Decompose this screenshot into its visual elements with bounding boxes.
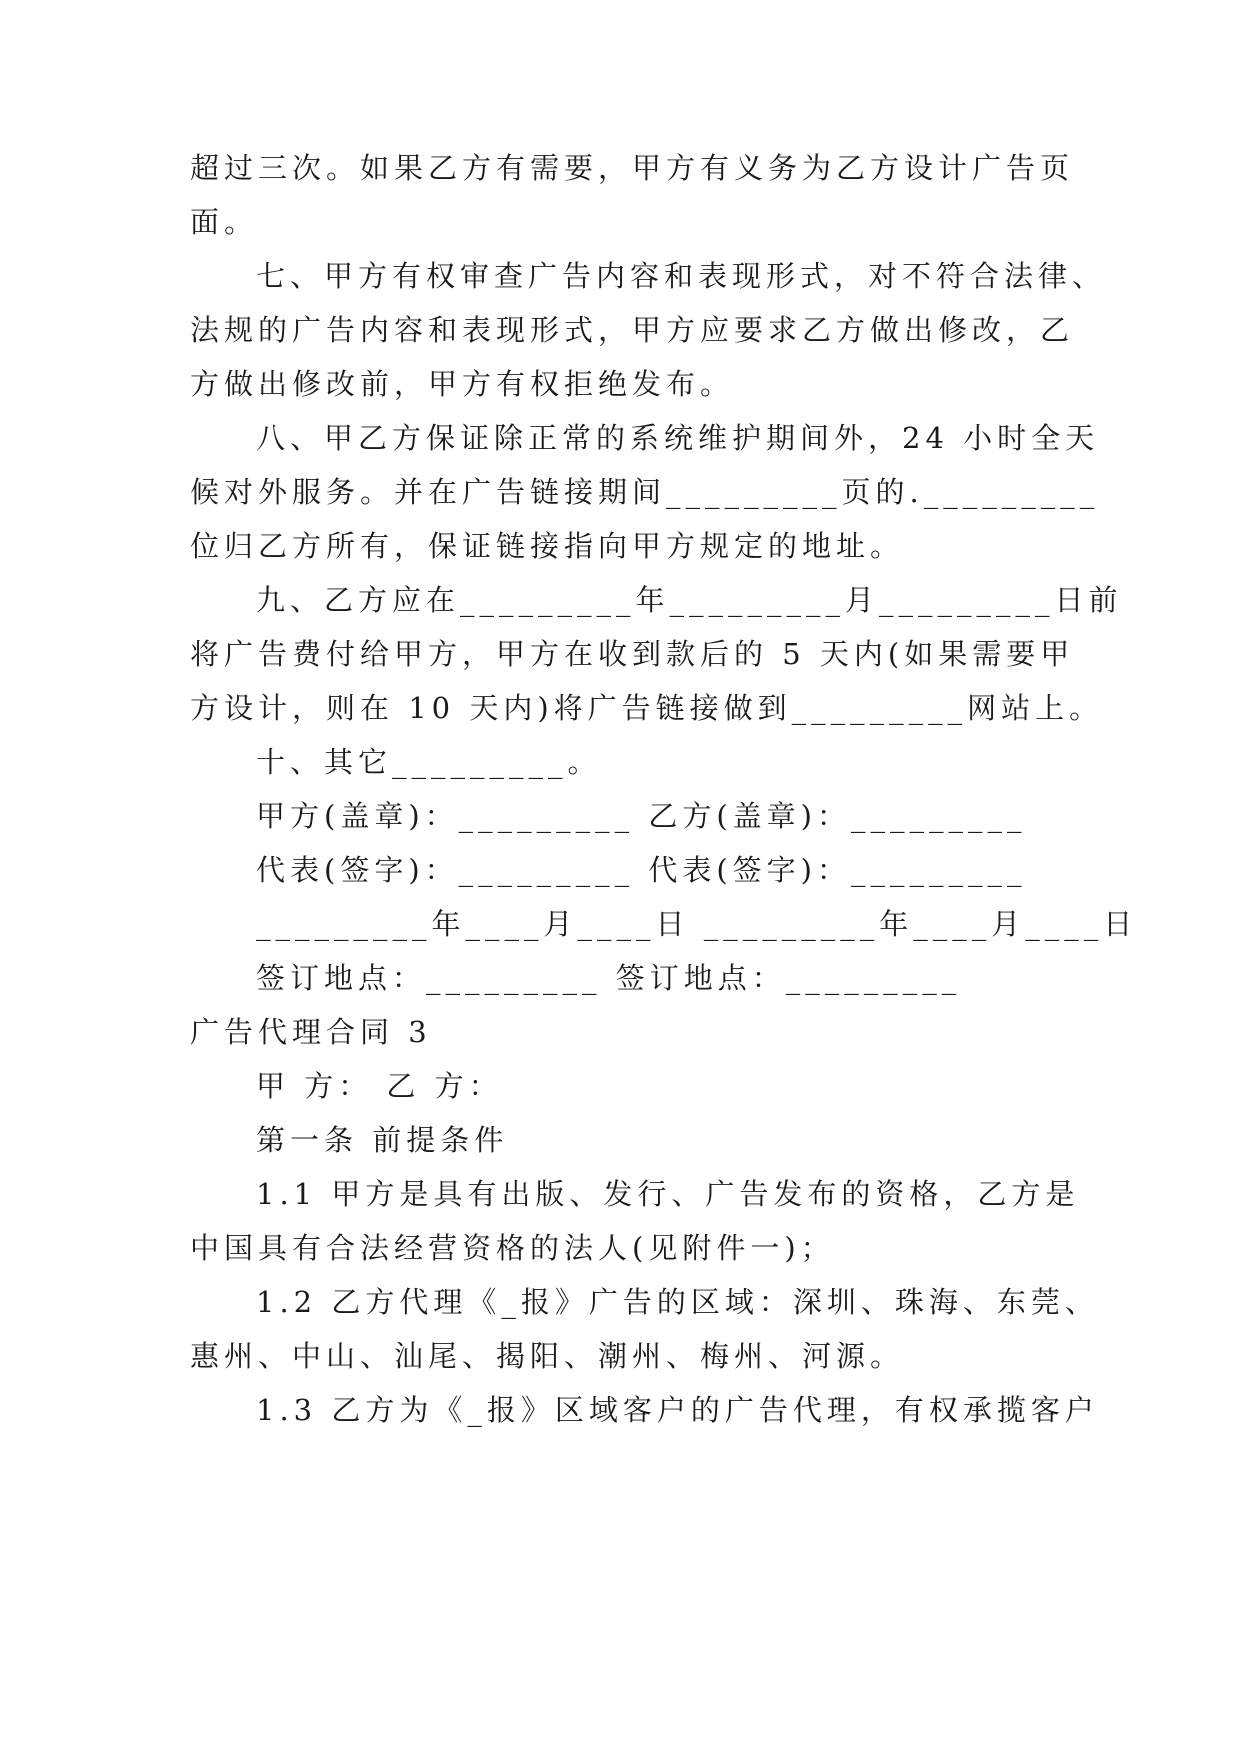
text-line: 超过三次。如果乙方有需要，甲方有义务为乙方设计广告页 [190,151,1075,185]
text-line: 方做出修改前，甲方有权拒绝发布。 [190,367,735,401]
text-line: 候对外服务。并在广告链接期间_________页的._________ [190,475,1100,509]
text-line: 1.2 乙方代理《_报》广告的区域：深圳、珠海、东莞、 [256,1285,1099,1319]
text-line: 中国具有合法经营资格的法人(见附件一)； [190,1231,835,1265]
text-line: 八、甲乙方保证除正常的系统维护期间外，24 小时全天 [256,421,1100,455]
section-title: 广告代理合同 3 [190,1015,432,1049]
text-line: 1.1 甲方是具有出版、发行、广告发布的资格，乙方是 [256,1177,1080,1211]
text-line: 位归乙方所有，保证链接指向甲方规定的地址。 [190,529,905,563]
text-line: 将广告费付给甲方，甲方在收到款后的 5 天内(如果需要甲 [190,637,1075,671]
text-line: 1.3 乙方为《_报》区域客户的广告代理，有权承揽客户 [256,1393,1099,1427]
date-line: _________年____月____日 _________年____月____日 [256,907,1138,941]
text-line: 甲 方： 乙 方： [256,1069,503,1103]
text-line: 方设计，则在 10 天内)将广告链接做到_________网站上。 [190,691,1104,725]
signature-line: 代表(签字)：_________ 代表(签字)：_________ [256,853,1027,887]
text-line: 惠州、中山、汕尾、揭阳、潮州、梅州、河源。 [190,1339,905,1373]
text-line: 九、乙方应在_________年_________月_________日前 [256,583,1123,617]
clause-heading: 第一条 前提条件 [256,1123,509,1157]
signature-line: 甲方(盖章)：_________ 乙方(盖章)：_________ [256,799,1027,833]
text-line: 面。 [190,205,259,239]
text-line: 法规的广告内容和表现形式，甲方应要求乙方做出修改，乙 [190,313,1075,347]
text-line: 十、其它_________。 [256,745,602,779]
text-line: 七、甲方有权审查广告内容和表现形式，对不符合法律、 [256,259,1107,293]
signing-place-line: 签订地点：_________ 签订地点：_________ [256,961,962,995]
